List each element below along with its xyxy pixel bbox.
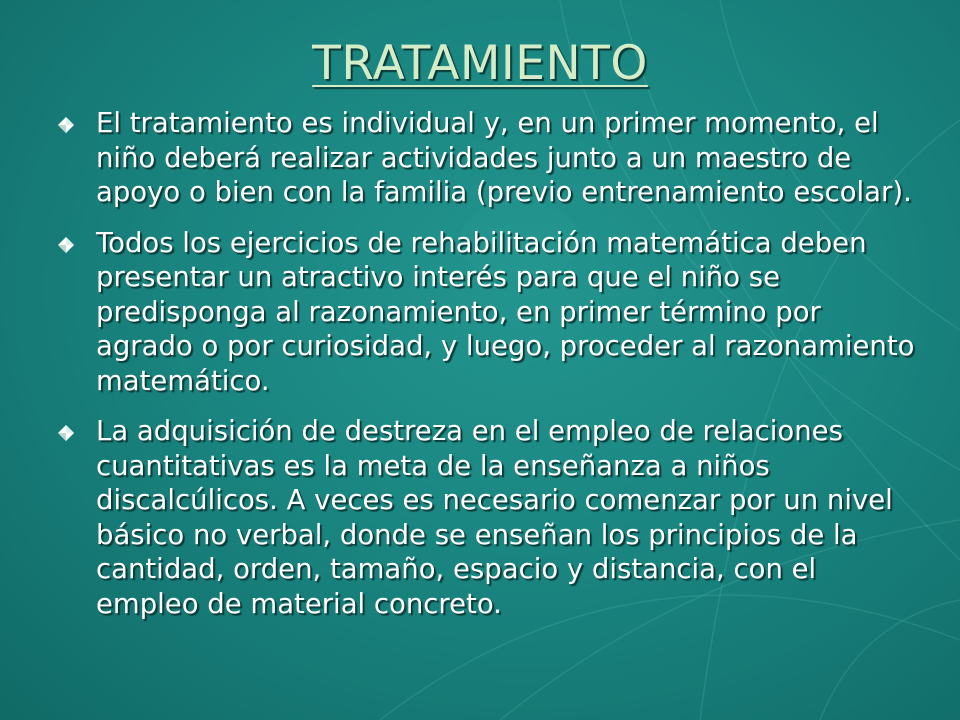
bullet-item (58, 106, 918, 210)
diamond-bullet-icon (58, 237, 74, 253)
bullet-text: La adquisición de destreza en el empleo de relaciones cuantitativas es la meta de la enseñanza a niños discalcúlicos. A veces es necesario comenzar por un nivel básico no verbal, donde se enseñan los principios de la cantidad, orden, tamaño, espacio y distancia, con el empleo de material concreto. (96, 415, 893, 620)
diamond-bullet-icon (58, 117, 74, 133)
bullet-item (58, 414, 918, 621)
slide-title: TRATAMIENTO (312, 36, 648, 91)
bullet-list (58, 106, 918, 637)
diamond-bullet-icon (58, 425, 74, 441)
bullet-text: Todos los ejercicios de rehabilitación matemática deben presentar un atractivo interés para que el niño se predisponga al razonamiento, en primer término por agrado o por curiosidad, y luego, proceder al razonamiento matemático. (96, 226, 915, 397)
bullet-text: El tratamiento es individual y, en un primer momento, el niño deberá realizar actividades junto a un maestro de apoyo o bien con la familia (previo entrenamiento escolar). (96, 107, 912, 208)
bullet-item (58, 226, 918, 399)
